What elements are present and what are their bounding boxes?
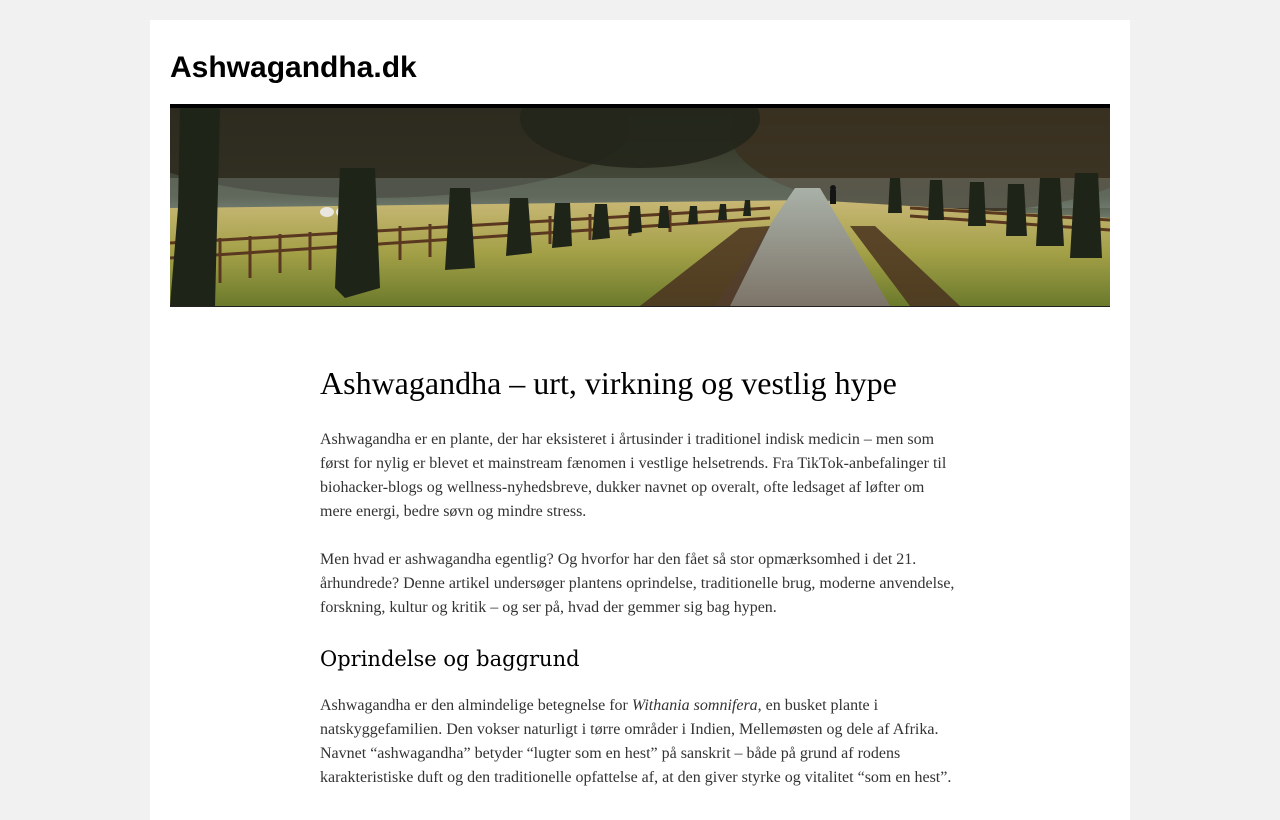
header-banner-image: [170, 104, 1110, 307]
origin-text-start: Ashwagandha er den almindelige betegnelse for: [320, 697, 632, 714]
origin-text-end: , en busket plante i natskyggefamilien. Den vokser naturligt i tørre områder i Indien, Mellemøsten og dele af Afrika. Navnet “ashwagandha” betyder “lugter som en hest” på sanskrit – både på grund af rodens karakteristiske duft og den traditionelle opfattelse af, at den giver styrke og vitalitet “som en hest”.: [320, 697, 952, 786]
origin-paragraph: [320, 694, 960, 790]
article-title: Ashwagandha – urt, virkning og vestlig hype: [320, 365, 897, 401]
intro-paragraph: Ashwagandha er en plante, der har eksisteret i årtusinder i traditionel indisk medicin – men som først for nylig er blevet et mainstream fænomen i vestlige helsetrends. Fra TikTok-anbefalinger til biohacker-blogs og wellness-nyhedsbreve, dukker navnet op overalt, ofte ledsaget af løfter om mere energi, bedre søvn og mindre stress.: [320, 431, 947, 520]
section-heading-origin: Oprindelse og baggrund: [320, 647, 580, 671]
tree-avenue-illustration: [170, 108, 1110, 306]
site-title-link[interactable]: Ashwagandha.dk: [170, 51, 417, 84]
article-body: [320, 428, 960, 790]
question-paragraph: Men hvad er ashwagandha egentlig? Og hvorfor har den fået så stor opmærksomhed i det 21. århundrede? Denne artikel undersøger plantens oprindelse, traditionelle brug, moderne anvendelse, forskning, kultur og kritik – og ser på, hvad der gemmer sig bag hypen.: [320, 551, 955, 616]
page-wrapper: [150, 20, 1130, 820]
article: [320, 360, 960, 814]
botanical-name: Withania somnifera: [631, 697, 758, 714]
